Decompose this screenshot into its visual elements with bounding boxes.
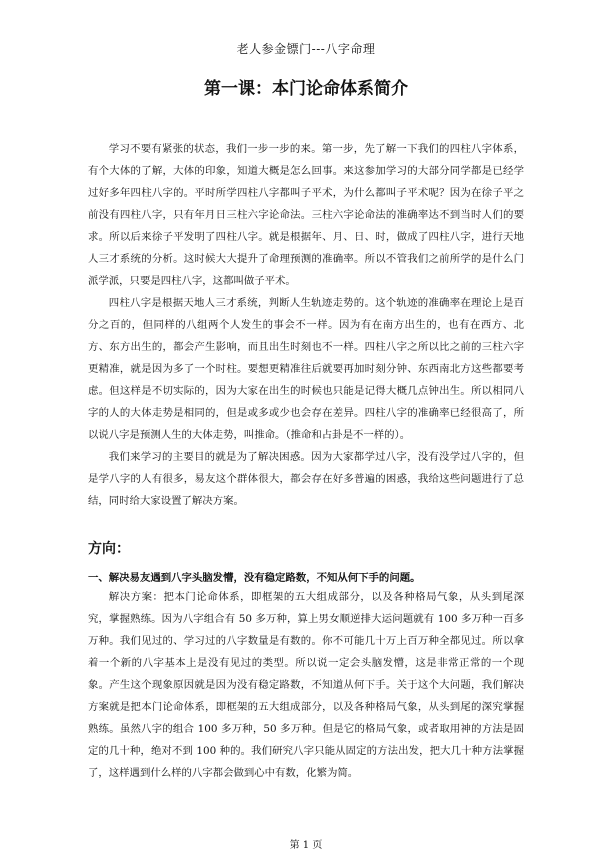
intro-section [88,138,524,512]
intro-paragraph: 四柱八字是根据天地人三才系统，判断人生轨迹走势的。这个轨迹的准确率在理论上是百分之百的，但同样的八组两个人发生的事会不一样。因为有在南方出生的，也有在西方、北方、东方出生的，都会产生影响，而且出生时刻也不一样。四柱八字之所以比之前的三柱六字更精准，就是因为多了一个时柱。要想更精准往后就要再加时刻分钟、东西南北方这些都要考虑。但这样是不切实际的，因为大家在出生的时候也只能是记得大概几点钟出生。所以相同八字的人的大体走势是相同的，但是或多或少也会存在差异。四柱八字的准确率已经很高了，所以说八字是预测人生的大体走势，叫推命。（推命和占卦是不一样的）。 [88,297,524,441]
section-body [88,586,524,784]
page-number: 第 1 页 [289,840,323,851]
intro-paragraph: 学习不要有紧张的状态，我们一步一步的来。第一步，先了解一下我们的四柱八字体系，有个大体的了解，大体的印象，知道大概是怎么回事。来这参加学习的大部分同学都是已经学过好多年四柱八字的。平时所学四柱八字都叫子平术，为什么都叫子平术呢？因为在徐子平之前没有四柱八字，只有年月日三柱六字论命法。三柱六字论命法的准确率达不到当时人们的要求。所以后来徐子平发明了四柱八字。就是根据年、月、日、时，做成了四柱八字，进行天地人三才系统的分析。这时候大大提升了命理预测的准确率。所以不管我们之前所学的是什么门派学派，只要是四柱八字，这都叫做子平术。 [88,143,524,287]
section-heading: 方向： [88,541,130,557]
section-subheading: 一、解决易友遇到八字头脑发懵，没有稳定路数，不知从何下手的问题。 [88,572,421,584]
page-title: 第一课：本门论命体系简介 [204,79,408,99]
intro-paragraph: 我们来学习的主要目的就是为了解决困惑。因为大家都学过八字，没有没学过八字的，但是学八字的人有很多，易友这个群体很大，都会存在好多普遍的困惑，我给这些问题进行了总结，同时给大家设置了解决方案。 [88,451,524,507]
page-header: 老人参金镖门---八字命理 [236,42,376,56]
section-paragraph: 解决方案：把本门论命体系，即框架的五大组成部分，以及各种格局气象，从头到尾深究，掌握熟练。因为八字组合有 50 多万种，算上男女顺逆排大运问题就有 100 多万种一百多万种。我们见过的、学习过的八字数量是有数的。你不可能几十万上百万种全都见过。所以拿着一个新的八字基本上是没有见过的类型。所以说一定会头脑发懵，这是非常正常的一个现象。产生这个现象原因就是因为没有稳定路数，不知道从何下手。关于这个大问题，我们解决方案就是把本门论命体系，即框架的五大组成部分，以及各种格局气象，从头到尾的深究掌握熟练。虽然八字的组合 100 多万种，50 多万种。但是它的格局气象，或者取用神的方法是固定的几十种，绝对不到 100 种的。我们研究八字只能从固定的方法出发，把大几十种方法掌握了，这样遇到什么样的八字都会做到心中有数，化繁为简。 [88,591,524,779]
